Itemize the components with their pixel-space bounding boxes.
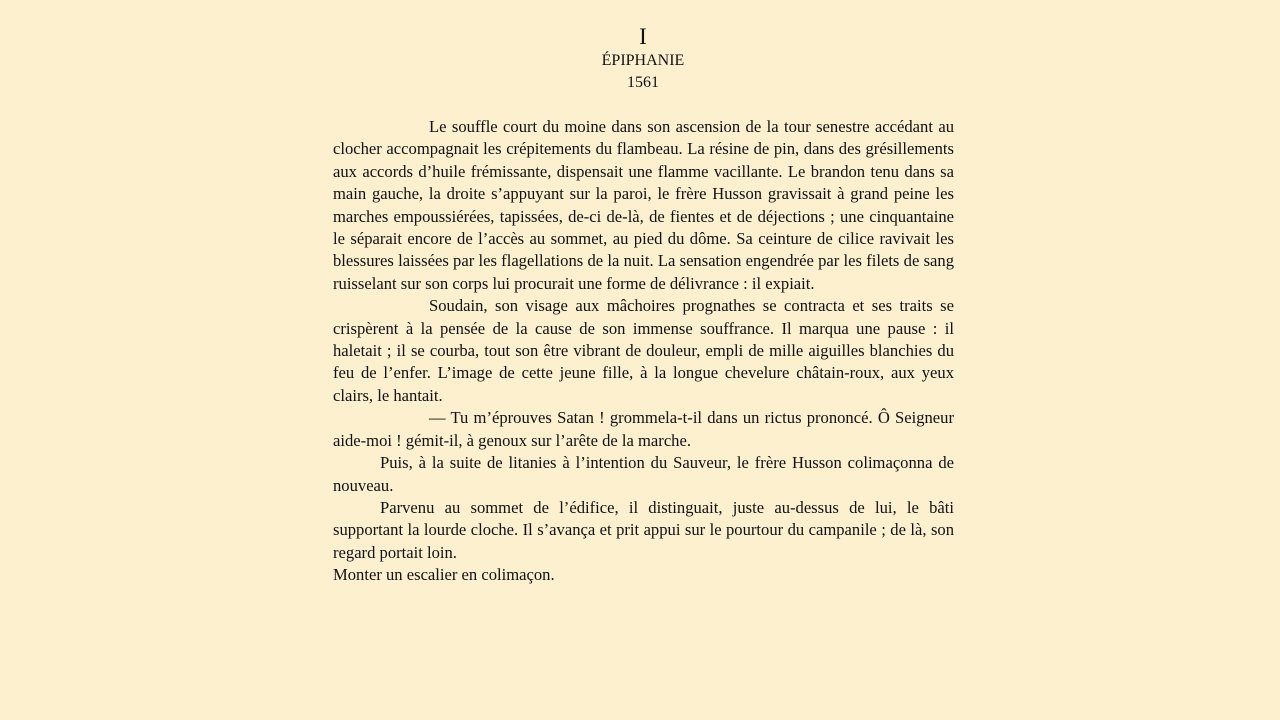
chapter-number: I	[639, 24, 647, 49]
chapter-text	[333, 116, 954, 587]
footnote-line: Monter un escalier en colimaçon.	[333, 565, 555, 585]
chapter-heading	[333, 24, 953, 94]
paragraph: Soudain, son visage aux mâchoires prognathes se contracta et ses traits se crispèrent à la pensée de la cause de son immense souffrance. Il marqua une pause : il haletait ; il se courba, tout son être vibrant de douleur, empli de mille aiguilles blanchies du feu de l’enfer. L’image de cette jeune fille, à la longue chevelure châtain-roux, aux yeux clairs, le hantait.	[333, 296, 954, 405]
paragraph: Le souffle court du moine dans son ascension de la tour senestre accédant au clocher accompagnait les crépitements du flambeau. La résine de pin, dans des grésillements aux accords d’huile frémissante, dispensait une flamme vacillante. Le brandon tenu dans sa main gauche, la droite s’appuyant sur la paroi, le frère Husson gravissait à grand peine les marches empoussiérées, tapissées, de-ci de-là, de fientes et de déjections ; une cinquantaine le séparait encore de l’accès au sommet, au pied du dôme. Sa ceinture de cilice ravivait les blessures laissées par les flagellations de la nuit. La sensation engendrée par les filets de sang ruisselant sur son corps lui procurait une forme de délivrance : il expiait.	[333, 117, 954, 293]
paragraph: Puis, à la suite de litanies à l’intention du Sauveur, le frère Husson colimaçonna de nouveau.	[333, 453, 954, 495]
chapter-title: ÉPIPHANIE	[601, 52, 685, 69]
paragraph: Parvenu au sommet de l’édifice, il distinguait, juste au-dessus de lui, le bâti supportant la lourde cloche. Il s’avança et prit appui sur le pourtour du campanile ; de là, son regard portait loin.	[333, 497, 954, 562]
dialogue-paragraph: — Tu m’éprouves Satan ! grommela-t-il dans un rictus prononcé. Ô Seigneur aide-moi ! gémit-il, à genoux sur l’arête de la marche.	[333, 408, 954, 450]
chapter	[333, 24, 954, 587]
chapter-year: 1561	[627, 74, 659, 91]
